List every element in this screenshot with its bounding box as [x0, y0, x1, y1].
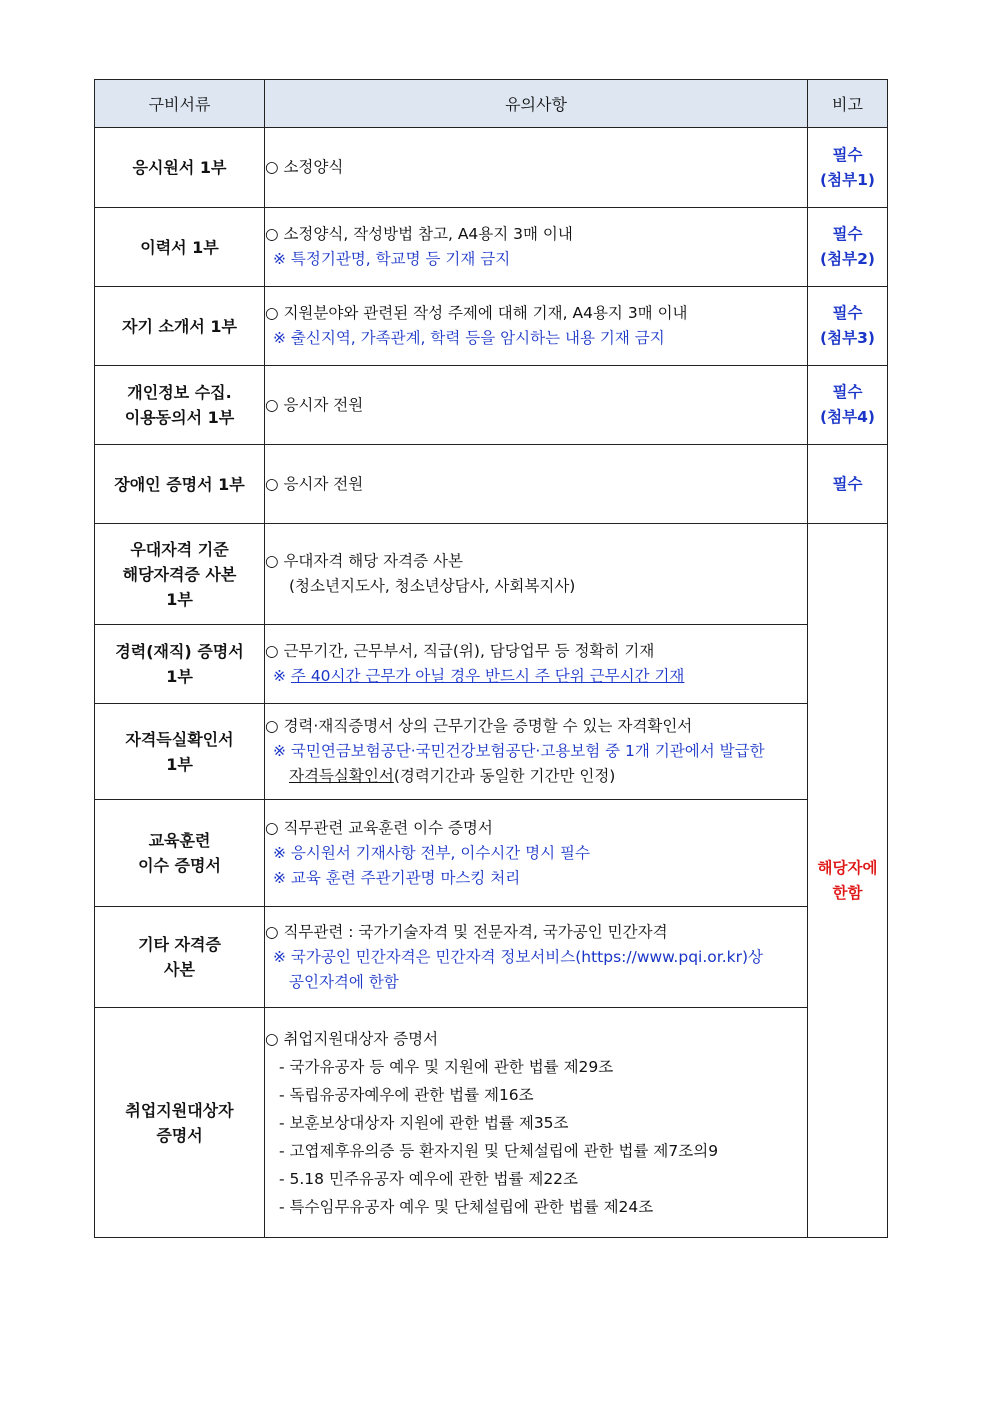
table-row — [95, 128, 888, 208]
merged-remark: 해당자에 한함 — [808, 524, 888, 1238]
document-remark: 필수 (첨부2) — [808, 208, 888, 287]
document-name: 취업지원대상자 증명서 — [95, 1008, 265, 1238]
table-header — [95, 80, 888, 128]
document-remark: 필수 (첨부3) — [808, 287, 888, 366]
document-name: 교육훈련 이수 증명서 — [95, 800, 265, 907]
document-notes: ○ 우대자격 해당 자격증 사본 (청소년지도사, 청소년상담사, 사회복지사) — [265, 524, 808, 625]
document-notes: ○ 응시자 전원 — [265, 445, 808, 524]
table-row — [95, 366, 888, 445]
document-notes: ○ 근무기간, 근무부서, 직급(위), 담당업무 등 정확히 기재 ※ 주 40시간 근무가 아닐 경우 반드시 주 단위 근무시간 기재 — [265, 625, 808, 704]
document-notes: ○ 소정양식, 작성방법 참고, A4용지 3매 이내 ※ 특정기관명, 학교명 등 기재 금지 — [265, 208, 808, 287]
document-remark: 필수 (첨부4) — [808, 366, 888, 445]
table-row — [95, 625, 888, 704]
required-documents-table — [94, 79, 888, 1238]
document-notes: ○ 소정양식 — [265, 128, 808, 208]
header-notes: 유의사항 — [265, 80, 808, 128]
document-notes: ○ 응시자 전원 — [265, 366, 808, 445]
underlined-note: 주 40시간 근무가 아닐 경우 반드시 주 단위 근무시간 기재 — [290, 667, 685, 685]
table-row — [95, 800, 888, 907]
document-remark: 필수 — [808, 445, 888, 524]
header-documents: 구비서류 — [95, 80, 265, 128]
table-row — [95, 524, 888, 625]
document-notes: ○ 직무관련 : 국가기술자격 및 전문자격, 국가공인 민간자격 ※ 국가공인 민간자격은 민간자격 정보서비스(https://www.pqi.or.kr)상 공인자격에 한함 — [265, 907, 808, 1008]
document-name: 자격득실확인서 1부 — [95, 704, 265, 800]
document-name: 장애인 증명서 1부 — [95, 445, 265, 524]
document-notes: ○ 경력·재직증명서 상의 근무기간을 증명할 수 있는 자격확인서 ※ 국민연금보험공단·국민건강보험공단·고용보험 중 1개 기관에서 발급한 자격득실확인서(경력기간과 동일한 기간만 인정) — [265, 704, 808, 800]
table-row — [95, 1008, 888, 1238]
document-notes: ○ 지원분야와 관련된 작성 주제에 대해 기재, A4용지 3매 이내 ※ 출신지역, 가족관계, 학력 등을 암시하는 내용 기재 금지 — [265, 287, 808, 366]
table-row — [95, 907, 888, 1008]
document-remark: 필수 (첨부1) — [808, 128, 888, 208]
document-name: 기타 자격증 사본 — [95, 907, 265, 1008]
header-remarks: 비고 — [808, 80, 888, 128]
document-name: 응시원서 1부 — [95, 128, 265, 208]
document-name: 이력서 1부 — [95, 208, 265, 287]
document-name: 자기 소개서 1부 — [95, 287, 265, 366]
table-row — [95, 287, 888, 366]
document-name: 개인정보 수집. 이용동의서 1부 — [95, 366, 265, 445]
document-name: 경력(재직) 증명서 1부 — [95, 625, 265, 704]
table-row — [95, 704, 888, 800]
document-notes: ○ 직무관련 교육훈련 이수 증명서 ※ 응시원서 기재사항 전부, 이수시간 명시 필수 ※ 교육 훈련 주관기관명 마스킹 처리 — [265, 800, 808, 907]
underlined-note: 자격득실확인서 — [289, 767, 394, 785]
table-row — [95, 445, 888, 524]
table-row — [95, 208, 888, 287]
document-notes: ○ 취업지원대상자 증명서 - 국가유공자 등 예우 및 지원에 관한 법률 제29조 - 독립유공자예우에 관한 법률 제16조 - 보훈보상대상자 지원에 관한 법률 제35조 - 고엽제후유의증 등 환자지원 및 단체설립에 관한 법률 제7조의9 - 5.18 민주유공자 예우에 관한 법률 제22조 - 특수임무유공자 예우 및 단체설립에 관한 법률 제24조 — [265, 1008, 808, 1238]
document-name: 우대자격 기준 해당자격증 사본 1부 — [95, 524, 265, 625]
